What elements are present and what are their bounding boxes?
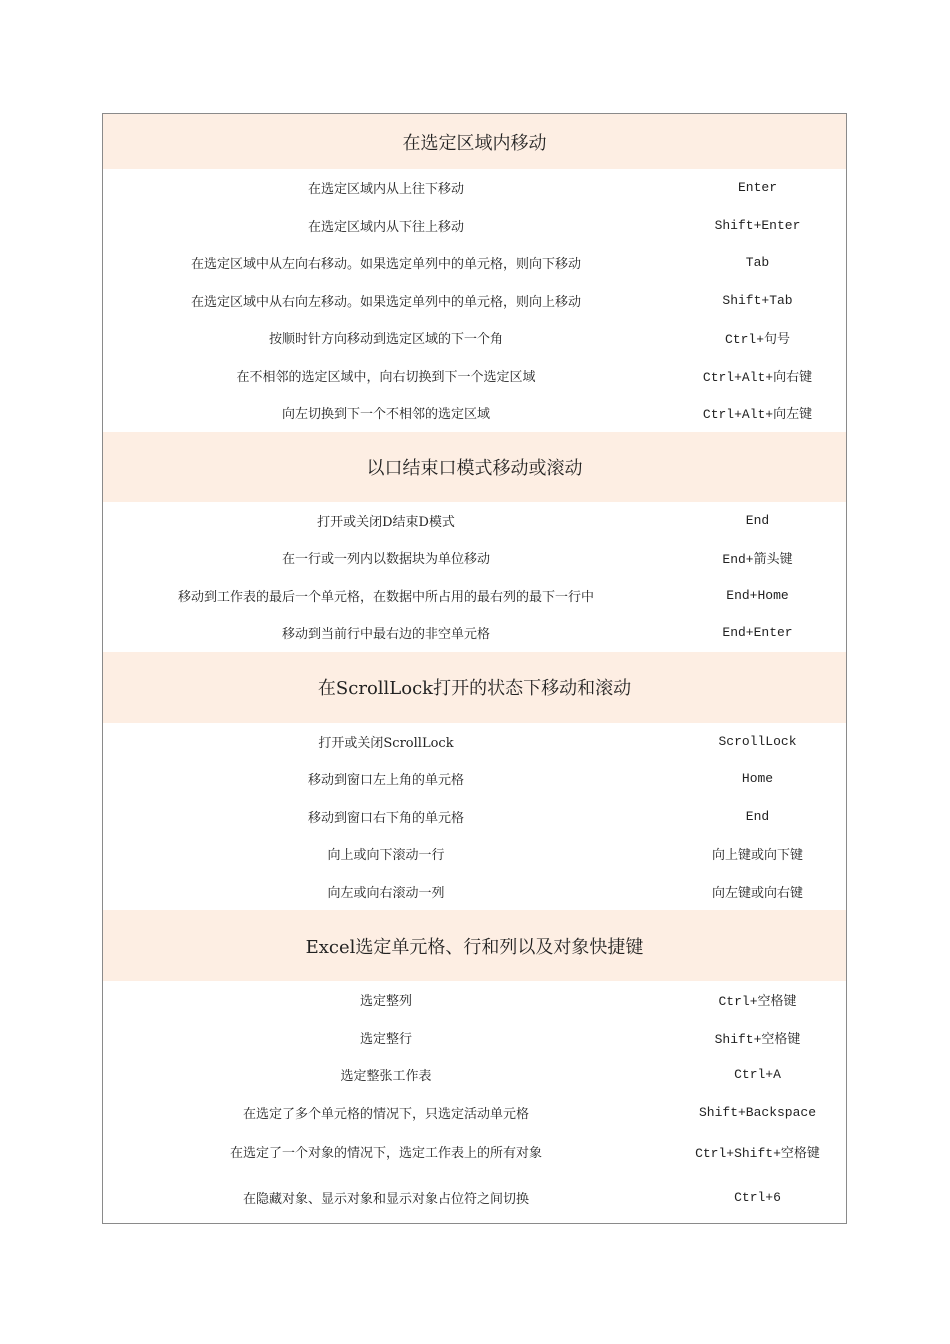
row-shortcut: Enter xyxy=(737,180,777,196)
table-row xyxy=(103,873,846,911)
row-shortcut: ScrollLock xyxy=(718,733,797,749)
section-body xyxy=(103,169,846,432)
row-shortcut: End+箭头键 xyxy=(722,552,793,568)
table-row xyxy=(103,760,846,798)
table-row xyxy=(103,357,846,395)
row-shortcut: Ctrl+空格键 xyxy=(718,994,797,1010)
row-shortcut: Ctrl+Alt+向右键 xyxy=(702,369,813,385)
row-shortcut: 向左键或向右键 xyxy=(711,885,803,901)
row-shortcut: End+Enter xyxy=(722,625,793,641)
row-shortcut: End xyxy=(745,512,770,528)
table-row xyxy=(103,539,846,577)
row-description: 在不相邻的选定区域中，向右切换到下一个选定区域 xyxy=(236,369,536,385)
row-shortcut: Ctrl+A xyxy=(734,1067,781,1083)
row-description: 移动到当前行中最右边的非空单元格 xyxy=(281,627,490,643)
row-shortcut: Shift+Tab xyxy=(722,292,793,308)
row-description: 选定整列 xyxy=(359,994,412,1010)
table-row xyxy=(103,282,846,320)
table-row xyxy=(103,1131,846,1171)
row-description: 移动到窗口右下角的单元格 xyxy=(307,810,464,826)
row-shortcut: Ctrl+Alt+向左键 xyxy=(702,407,813,423)
row-description: 在选定了一个对象的情况下，选定工作表上的所有对象 xyxy=(229,1145,542,1161)
table-row xyxy=(103,723,846,761)
table-row xyxy=(103,502,846,540)
row-description: 在选定区域内从下往上移动 xyxy=(307,219,464,235)
row-description: 按顺时针方向移动到选定区域的下一个角 xyxy=(268,332,503,348)
shortcut-table xyxy=(102,113,847,1224)
row-description: 在选定了多个单元格的情况下，只选定活动单元格 xyxy=(242,1106,529,1122)
row-shortcut: Ctrl+Shift+空格键 xyxy=(695,1145,820,1161)
row-shortcut: End xyxy=(745,808,770,824)
row-shortcut: Home xyxy=(741,771,774,787)
section-body xyxy=(103,723,846,911)
section-body xyxy=(103,502,846,652)
section-header: 以口结束口模式移动或滚动 xyxy=(103,432,846,502)
row-description: 在一行或一列内以数据块为单位移动 xyxy=(281,552,490,568)
row-description: 向左切换到下一个不相邻的选定区域 xyxy=(281,407,490,423)
section-header: 在ScrollLock打开的状态下移动和滚动 xyxy=(103,652,846,723)
row-description: 向左或向右滚动一列 xyxy=(327,885,445,901)
table-row xyxy=(103,169,846,207)
row-description: 在选定区域中从左向右移动。如果选定单列中的单元格，则向下移动 xyxy=(190,257,581,273)
row-description: 选定整张工作表 xyxy=(340,1069,432,1085)
table-row xyxy=(103,614,846,652)
table-row xyxy=(103,207,846,245)
row-description: 向上或向下滚动一行 xyxy=(327,848,445,864)
row-shortcut: Shift+Enter xyxy=(714,217,801,233)
row-shortcut: Ctrl+6 xyxy=(734,1189,781,1205)
row-shortcut: 向上键或向下键 xyxy=(711,848,803,864)
table-row xyxy=(103,835,846,873)
row-shortcut: Shift+空格键 xyxy=(714,1031,801,1047)
table-row xyxy=(103,319,846,357)
section-header: Excel选定单元格、行和列以及对象快捷键 xyxy=(103,910,846,981)
row-shortcut: Shift+Backspace xyxy=(698,1104,817,1120)
table-row xyxy=(103,394,846,432)
section-header: 在选定区域内移动 xyxy=(103,114,846,169)
row-shortcut: End+Home xyxy=(726,587,789,603)
table-row xyxy=(103,1019,846,1057)
row-description: 选定整行 xyxy=(359,1031,412,1047)
row-shortcut: Tab xyxy=(745,255,770,271)
row-description: 移动到工作表的最后一个单元格，在数据中所占用的最右列的最下一行中 xyxy=(177,589,594,605)
row-description: 在选定区域内从上往下移动 xyxy=(307,182,464,198)
row-description: 在选定区域中从右向左移动。如果选定单列中的单元格，则向上移动 xyxy=(190,294,581,310)
table-row xyxy=(103,1171,846,1223)
table-row xyxy=(103,981,846,1019)
table-row xyxy=(103,798,846,836)
row-description: 打开或关闭D结束D模式 xyxy=(317,514,455,530)
row-description: 在隐藏对象、显示对象和显示对象占位符之间切换 xyxy=(242,1191,529,1207)
table-row xyxy=(103,244,846,282)
row-description: 移动到窗口左上角的单元格 xyxy=(307,773,464,789)
row-shortcut: Ctrl+句号 xyxy=(724,332,790,348)
table-row xyxy=(103,1056,846,1094)
table-row xyxy=(103,577,846,615)
row-description: 打开或关闭ScrollLock xyxy=(318,735,454,751)
table-row xyxy=(103,1094,846,1132)
section-body xyxy=(103,981,846,1223)
